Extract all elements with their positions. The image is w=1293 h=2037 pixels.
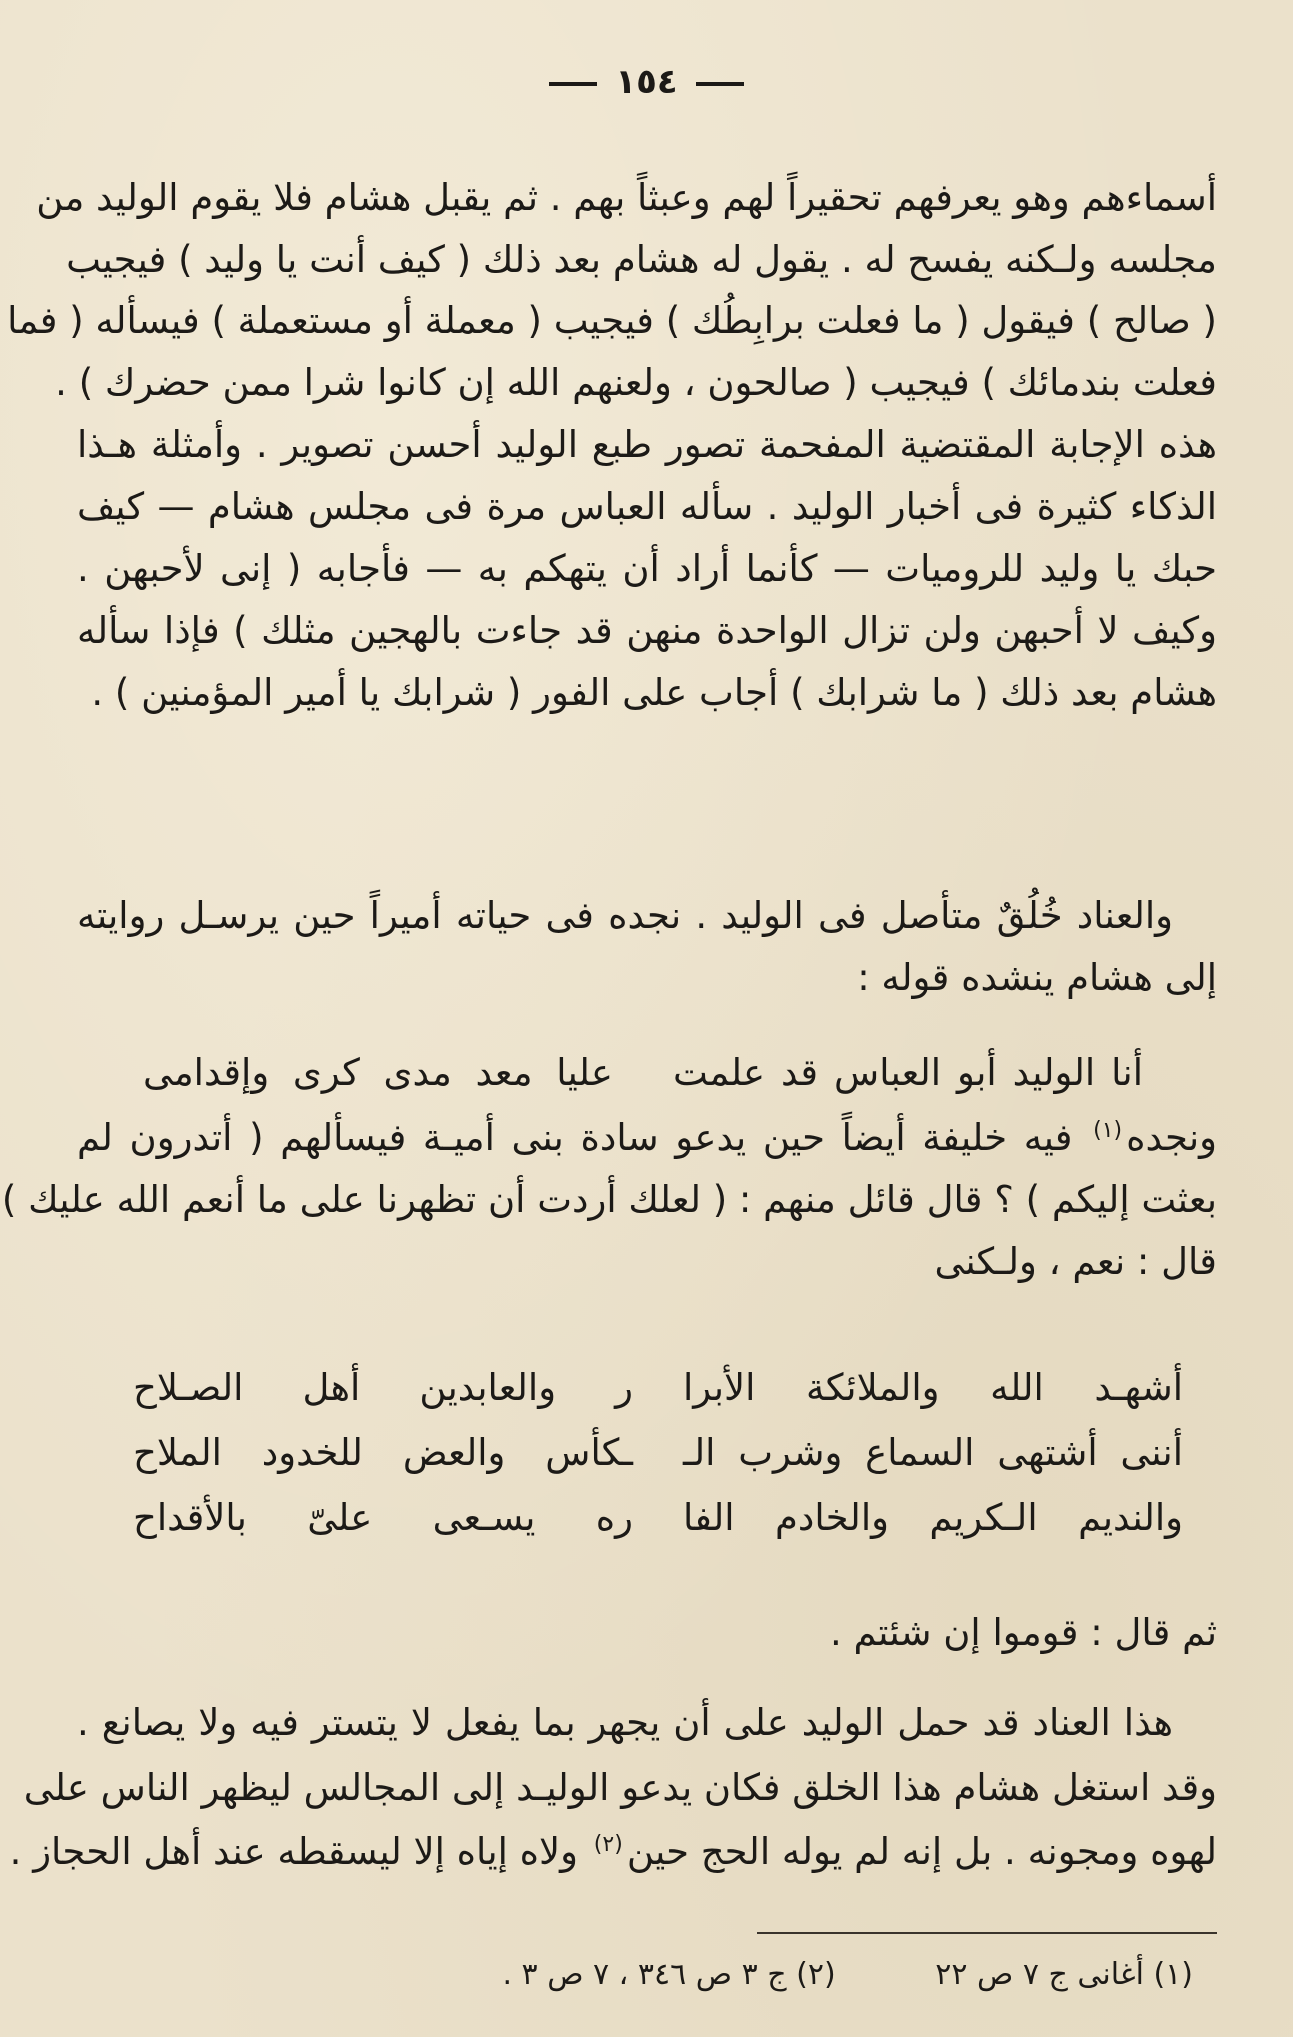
verse-hemistich-first: أننى أشتهى السماع وشرب الـ [683,1431,1183,1474]
text-line-12 [77,1110,1217,1166]
text-line-8: وكيف لا أحبهن ولن تزال الواحدة منهن قد جاءت بالهجين مثلك ) فإذا سأله [77,609,1217,652]
text-fragment: ونجده [1126,1116,1217,1159]
footnote-ref-1: (١) [1093,1117,1123,1143]
dash-right [696,82,744,86]
verse-hemistich-second: عليا معد مدى كرى وإقدامى [143,1051,613,1094]
text-line-18 [9,1824,1217,1880]
verse-line-4 [133,1490,1183,1546]
footnotes [293,1950,1193,2000]
text-line-10: والعناد خُلُقٌ متأصل فى الوليد . نجده فى حياته أميراً حين يرسـل روايته [77,894,1173,937]
verse-hemistich-first: أشهـد الله والملائكة الأبرا [683,1366,1183,1409]
text-line-3: ( صالح ) فيقول ( ما فعلت برابِطُك ) فيجيب ( معملة أو مستعملة ) فيسأله ( فما [7,299,1217,342]
text-line-9: هشام بعد ذلك ( ما شرابك ) أجاب على الفور ( شرابك يا أمير المؤمنين ) . [91,671,1217,714]
text-fragment: فيه خليفة أيضاً حين يدعو سادة بنى أميـة فيسألهم ( أتدرون لم [77,1116,1073,1159]
verse-hemistich-second: ـكأس والعض للخدود الملاح [133,1431,633,1474]
text-line-15: ثم قال : قوموا إن شئتم . [830,1611,1217,1654]
text-line-16: هذا العناد قد حمل الوليد على أن يجهر بما يفعل لا يتستر فيه ولا يصانع . [77,1701,1173,1744]
footnote-2: (٢) ج ٣ ص ٣٤٦ ، ٧ ص ٣ . [502,1957,836,1992]
text-line-4: فعلت بندمائك ) فيجيب ( صالحون ، ولعنهم الله إن كانوا شرا ممن حضرك ) . [55,361,1217,404]
text-line-6: الذكاء كثيرة فى أخبار الوليد . سأله العباس مرة فى مجلس هشام — كيف [77,485,1217,528]
dash-left [549,82,597,86]
verse-line-1 [143,1045,1143,1101]
verse-line-2 [133,1360,1183,1416]
text-line-1: أسماءهم وهو يعرفهم تحقيراً لهم وعبثاً بهم . ثم يقبل هشام فلا يقوم الوليد من [36,176,1217,219]
footnote-divider [757,1932,1217,1934]
footnote-1: (١) أغانى ج ٧ ص ٢٢ [935,1957,1193,1992]
text-fragment: ولاه إياه إلا ليسقطه عند أهل الحجاز . [9,1830,579,1873]
verse-hemistich-first: أنا الوليد أبو العباس قد علمت [673,1051,1143,1094]
footnote-ref-2: (٢) [593,1831,623,1857]
verse-hemistich-second: ر والعابدين أهل الصـلاح [133,1366,633,1409]
text-line-14: قال : نعم ، ولـكنى [934,1240,1217,1283]
text-line-7: حبك يا وليد للروميات — كأنما أراد أن يتهكم به — فأجابه ( إنى لأحبهن . [77,547,1217,590]
verse-line-3 [133,1425,1183,1481]
text-line-2: مجلسه ولـكنه يفسح له . يقول له هشام بعد ذلك ( كيف أنت يا وليد ) فيجيب [66,238,1217,281]
text-fragment: لهوه ومجونه . بل إنه لم يوله الحج حين [626,1830,1217,1873]
text-line-17: وقد استغل هشام هذا الخلق فكان يدعو الوليـد إلى المجالس ليظهر الناس على [23,1766,1217,1809]
text-line-11: إلى هشام ينشده قوله : [857,956,1217,999]
page-number-text: ١٥٤ [615,62,678,102]
verse-hemistich-first: والنديم الـكريم والخادم الفا [683,1496,1183,1539]
page-number [0,62,1293,102]
verse-hemistich-second: ره يسـعى علىّ بالأقداح [133,1496,633,1539]
text-line-5: هذه الإجابة المقتضية المفحمة تصور طبع الوليد أحسن تصوير . وأمثلة هـذا [77,423,1217,466]
text-line-13: بعثت إليكم ) ؟ قال قائل منهم : ( لعلك أردت أن تظهرنا على ما أنعم الله عليك ) [1,1178,1217,1221]
